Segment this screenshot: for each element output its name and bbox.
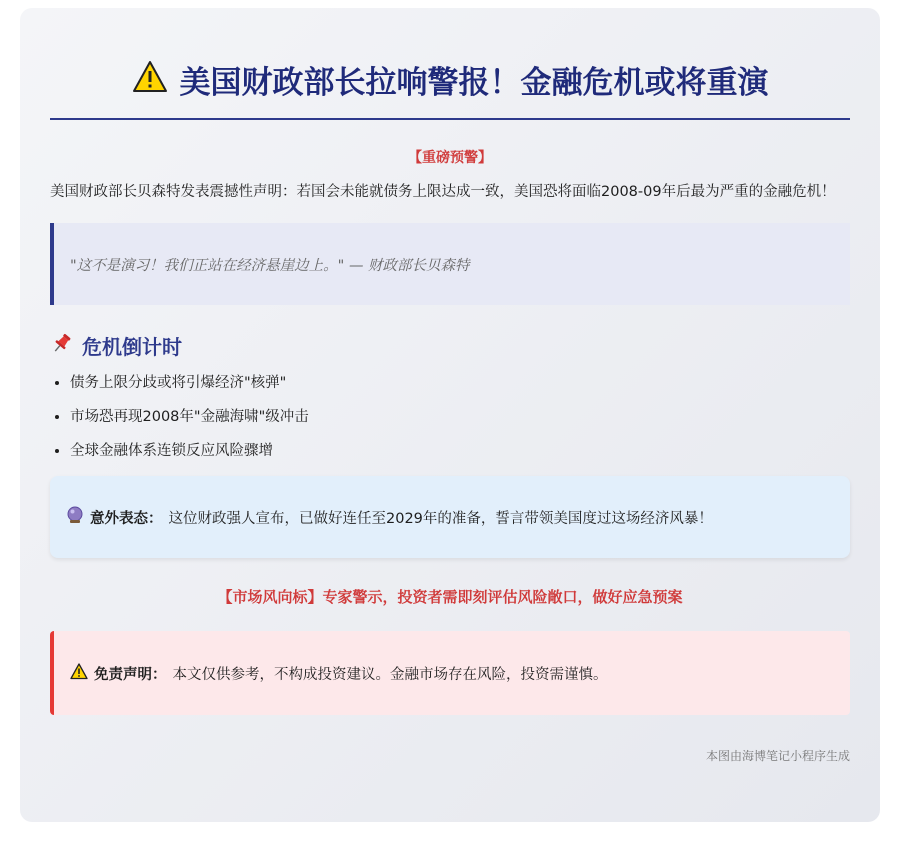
footer-credit: 本图由海博笔记小程序生成	[705, 749, 850, 763]
quote-text: "这不是演习！我们正站在经济悬崖边上。" — 财政部长贝森特	[70, 257, 470, 274]
surprise-label: 意外表态：	[90, 510, 163, 527]
title-area	[50, 60, 850, 120]
page-title	[132, 60, 769, 106]
quote-block	[50, 223, 850, 305]
crisis-list	[50, 372, 850, 462]
intro-paragraph: 美国财政部长贝森特发表震撼性声明：若国会未能就债务上限达成一致，美国恐将面临2008-09年后最为严重的金融危机！	[50, 184, 836, 200]
article-card	[20, 8, 880, 822]
disclaimer-text: 本文仅供参考，不构成投资建议。金融市场存在风险，投资需谨慎。	[172, 666, 608, 683]
alert-label: 【重磅预警】	[408, 150, 492, 166]
disclaimer-box	[50, 631, 850, 715]
pushpin-icon	[50, 331, 74, 360]
surprise-callout	[50, 476, 850, 558]
warning-icon	[132, 60, 168, 106]
countdown-heading	[50, 331, 850, 360]
surprise-text: 这位财政强人宣布，已做好连任至2029年的准备，誓言带领美国度过这场经济风暴！	[168, 510, 713, 527]
market-signal: 【市场风向标】专家警示，投资者需即刻评估风险敞口，做好应急预案	[217, 588, 683, 606]
warning-icon	[70, 663, 88, 684]
list-item: • 债务上限分歧或将引爆经济"核弹"	[70, 372, 850, 394]
list-item: • 全球金融体系连锁反应风险骤增	[70, 440, 850, 462]
countdown-title: 危机倒计时	[82, 335, 182, 359]
crystal-ball-icon	[66, 506, 84, 528]
page-title-text: 美国财政部长拉响警报！金融危机或将重演	[179, 65, 769, 101]
list-item: • 市场恐再现2008年"金融海啸"级冲击	[70, 406, 850, 428]
disclaimer-label: 免责声明：	[94, 666, 167, 683]
